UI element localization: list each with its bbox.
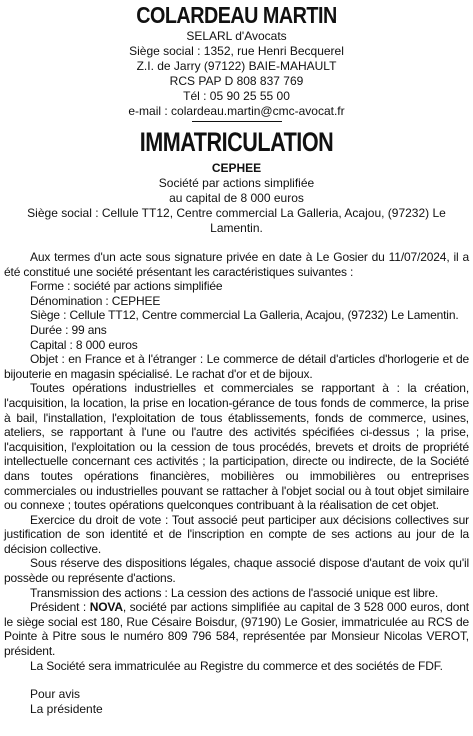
president-paragraph [4,600,469,658]
company-name: CEPHEE [211,161,262,175]
firm-type: SELARL d'Avocats [186,29,287,43]
firm-email: e-mail : colardeau.martin@cmc-avocat.fr [128,104,345,118]
firm-phone: Tél : 05 90 25 55 00 [183,89,290,103]
president-label: Président : [30,600,90,615]
notice-title: IMMATRICULATION [139,127,334,157]
operations-paragraph: Toutes opérations industrielles et commerciales se rapportant à : la création, l'acquisition, la location, la prise en location-gérance de tous fonds de commerce, la prise à bail, l'installation, l'exploitation de tous établissements, fonds de commerce, usines, ateliers, se rapportant à l'une ou l'autre des activités spécifiées ci-dessus ; la prise, l'acquisition, l'exploitation ou la cession de tous procédés, brevets et droits de propriété intellectuelle concernant ces activités ; la participation, directe ou indirecte, de la Société dans toutes opérations financières, mobilières ou immobilières ou entreprises commerciales ou industrielles pouvant se rattacher à l'objet social ou à tout objet similaire ou connexe ; toutes opérations quelconques contribuant à la réalisation de cet objet. [4,381,469,513]
president-name: NOVA [89,600,123,615]
firm-header [4,2,469,122]
firm-rcs: RCS PAP D 808 837 769 [169,74,304,88]
transmission-paragraph: Transmission des actions : La cession des actions de l'associé unique est libre. [30,585,439,600]
company-seat: Siège social : Cellule TT12, Centre commercial La Galleria, Acajou, (97232) Le Lamentin. [27,206,446,235]
notice-body [4,250,469,673]
header-divider [192,121,282,122]
objet-paragraph: Objet : en France et à l'étranger : Le commerce de détail d'articles d'horlogerie et de bijouterie en magasin spécialisé. Le rachat d'or et de bijoux. [4,352,469,381]
firm-address-line-1: Siège social : 1352, rue Henri Becquerel [129,44,344,58]
capital-line: Capital : 8 000 euros [30,337,138,352]
signature-block [4,687,469,717]
forme-line: Forme : société par actions simplifiée [30,279,223,294]
siege-line: Siège : Cellule TT12, Centre commercial La Galleria, Acajou, (97232) Le Lamentin. [30,308,459,323]
firm-address-line-2: Z.I. de Jarry (97122) BAIE-MAHAULT [136,59,337,73]
company-capital: au capital de 8 000 euros [169,191,304,205]
president-details: , société par actions simplifiée au capital de 3 528 000 euros, dont le siège social est 180, Rue Césaire Boisdur, (97190) Le Gosier, immatriculée au RCS de Pointe à Pitre sous le numéro 809 796 584, représentée par Monsieur Nicolas VEROT, président. [4,600,469,659]
voix-paragraph: Sous réserve des dispositions légales, chaque associé dispose d'autant de voix qu'il possède ou représente d'actions. [4,556,469,586]
registration-paragraph: La Société sera immatriculée au Registre du commerce et des sociétés de FDF. [30,658,443,673]
notice-header [4,126,469,236]
denomination-line: Dénomination : CEPHEE [30,293,161,308]
intro-paragraph: Aux termes d'un acte sous signature privée en date à Le Gosier du 11/07/2024, il a été constitué une société présentant les caractéristiques suivantes : [4,250,469,279]
signature-line-2: La présidente [30,702,103,717]
signature-line-1: Pour avis [30,687,81,702]
company-form: Société par actions simplifiée [158,176,315,190]
firm-name: COLARDEAU MARTIN [136,2,337,28]
duree-line: Durée : 99 ans [30,322,107,337]
vote-paragraph: Exercice du droit de vote : Tout associé peut participer aux décisions collectives sur justification de son identité et de l'inscription en compte de ses actions au jour de la décision collective. [4,512,469,556]
